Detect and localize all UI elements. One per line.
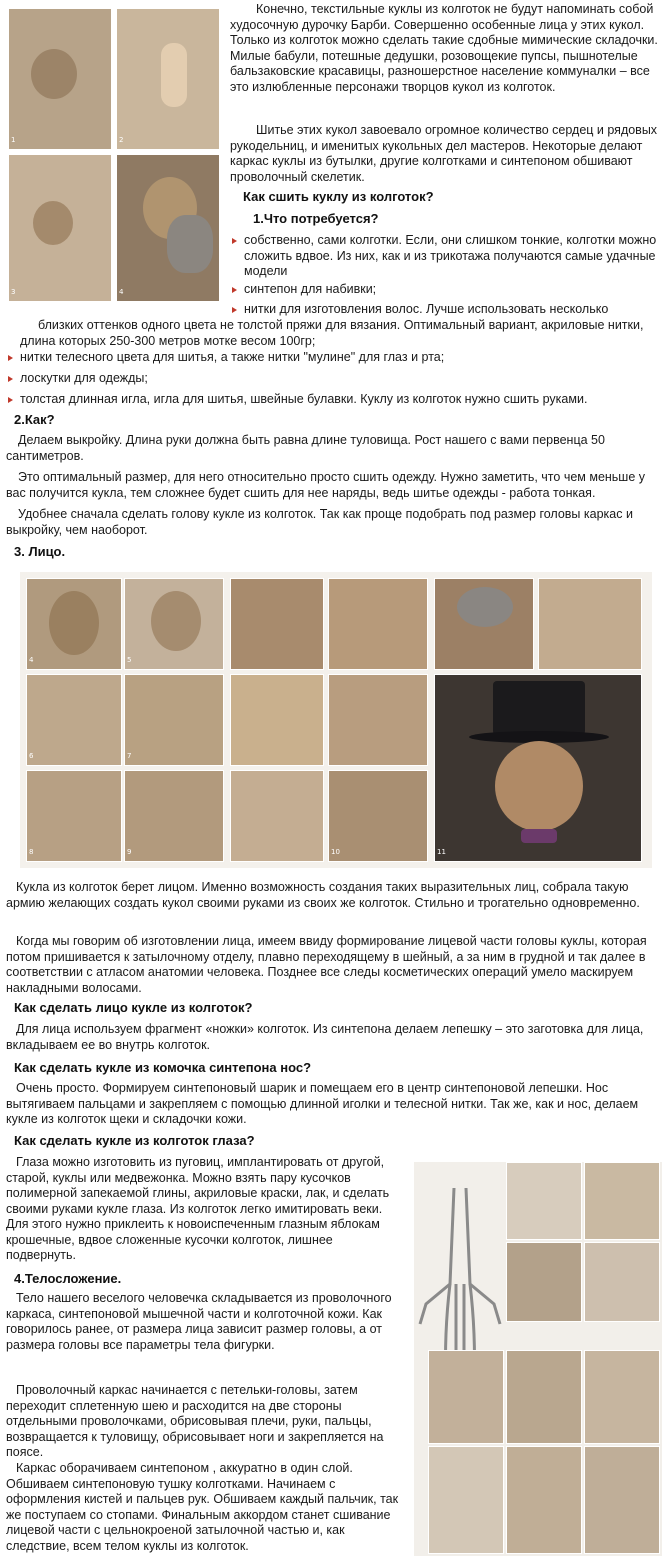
doll-head-shape — [33, 201, 73, 245]
bullet-icon — [8, 397, 13, 403]
face-photo-7 — [26, 674, 122, 766]
step-photo-1 — [8, 8, 112, 150]
body-photo-3 — [506, 1242, 582, 1322]
bullet-icon — [232, 307, 237, 313]
body-photo-6 — [506, 1350, 582, 1444]
intro-paragraph-2: Шитье этих кукол завоевало огромное количество сердец и рядовых рукодельниц, и именитых кукольных дел мастеров. Некоторые делают каркас куклы из бутылки, другие колготками и синтепоном обшивают проволочный скелетик. — [230, 123, 658, 184]
nose-paragraph: Очень просто. Формируем синтепоновый шарик и помещаем его в центр синтепоновой лепешки. Нос вытягиваем пальцами и закрепляем с помощью длинной иголки и телесной нитки. Так же, как и нос, делаем кукле из колготок щеки и складочки кожи. — [6, 1081, 639, 1126]
body-photo-1 — [506, 1162, 582, 1240]
bow-tie-shape — [521, 829, 557, 843]
face-photo-13 — [230, 770, 324, 862]
needs-item-4: нитки телесного цвета для шитья, а также нитки "мулине" для глаз и рта; — [20, 350, 445, 364]
hand-shape — [161, 43, 187, 107]
body-heading: 4.Телосложение. — [14, 1271, 122, 1286]
body-photo-5 — [428, 1350, 504, 1444]
top-hat-shape — [493, 681, 585, 735]
needs-item-3: нитки для изготовления волос. Лучше использовать несколько — [244, 302, 609, 316]
how-paragraph-1: Делаем выкройку. Длина руки должна быть равна длине туловища. Рост нашего с вами первенца 50 сантиметров. — [6, 433, 605, 463]
hair-shape — [457, 587, 513, 627]
nose-heading: Как сделать кукле из комочка синтепона нос? — [14, 1060, 312, 1075]
how-heading: 2.Как? — [14, 412, 55, 427]
photo-number: 8 — [29, 847, 34, 856]
body-photo-2 — [584, 1162, 660, 1240]
face-photo-3 — [230, 578, 324, 670]
photo-number: 3 — [11, 287, 16, 296]
face-photo-10 — [328, 674, 428, 766]
face-paragraph-2: Когда мы говорим об изготовлении лица, имеем ввиду формирование лицевой части головы куклы, которая потом пришивается к затылочному отделу, плавно переходящему в шейный, а за ним в грудной и так далее в соответствии с атласом анатомии человека. Позднее все следы косметических операций умело маскируем накладными волосами. — [6, 934, 647, 995]
face-howto-paragraph: Для лица используем фрагмент «ножки» колготок. Из синтепона делаем лепешку – это заготовка для лица, вкладываем ее во внутрь колготок. — [6, 1022, 644, 1052]
needs-heading: 1.Что потребуется? — [253, 211, 379, 226]
body-photo-9 — [506, 1446, 582, 1554]
intro-paragraph-1: Конечно, текстильные куклы из колготок не будут напоминать собой худосочную дурочку Барби. Совершенно особенные лица у этих кукол. Только из колготок можно сделать такие сдобные мимические складочки. Милые бабули, потешные дедушки, розовощекие пупсы, пышнотелые бальзаковские красавицы, разношерстное население коммуналки – все это излюбленные персонажи творцов кукол из колготок. — [230, 2, 658, 94]
face-photo-11 — [26, 770, 122, 862]
eyes-heading: Как сделать кукле из колготок глаза? — [14, 1133, 255, 1148]
face-photo-panel — [20, 572, 652, 868]
photo-number: 5 — [127, 655, 132, 664]
hair-shape — [167, 215, 213, 273]
photo-number: 4 — [119, 287, 124, 296]
photo-number: 4 — [29, 655, 34, 664]
face-photo-2 — [124, 578, 224, 670]
bullet-icon — [8, 376, 13, 382]
main-heading: Как сшить куклу из колготок? — [243, 189, 434, 204]
needs-item-3-continued: близких оттенков одного цвета не толстой пряжи для вязания. Оптимальный вариант, акриловые нитки, длина которых 250-300 метров мотке весом 100гр; — [20, 318, 644, 348]
photo-number: 2 — [119, 135, 124, 144]
finished-doll-photo — [434, 674, 642, 862]
body-photo-8 — [428, 1446, 504, 1554]
step-photo-2 — [116, 8, 220, 150]
face-photo-4 — [328, 578, 428, 670]
body-paragraph-2: Проволочный каркас начинается с петельки-головы, затем переходит сплетенную шею и расходится на две стороны отдельными проволочками, обрисовывая плечи, руки, пальцы, возвращается к туловищу, обрисовывает ноги и закрепляется на поясе. — [6, 1383, 384, 1459]
face-photo-14 — [328, 770, 428, 862]
bullet-icon — [8, 355, 13, 361]
needs-item-2: синтепон для набивки; — [244, 282, 377, 296]
face-photo-8 — [124, 674, 224, 766]
photo-number: 10 — [331, 847, 340, 856]
face-howto-heading: Как сделать лицо кукле из колготок? — [14, 1000, 253, 1015]
eyes-paragraph: Глаза можно изготовить из пуговиц, имплантировать от другой, старой, куклы или медвежонка. Можно взять пару кусочков полимерной запекаемой глины, акриловые краски, лак, и сделать своими руками кукле глаза. Из колготок легко имитировать веки. Для этого нужно приклеить к новоиспеченным глазным яблокам крошечные, вдвое сложенные кусочки колготок, лишнее подвернуть. — [6, 1155, 390, 1262]
face-photo-6 — [538, 578, 642, 670]
doll-face-shape — [495, 741, 583, 831]
photo-number: 6 — [29, 751, 34, 760]
needs-item-6: толстая длинная игла, игла для шитья, швейные булавки. Куклу из колготок нужно сшить руками. — [20, 392, 588, 406]
body-photo-panel — [414, 1162, 662, 1556]
step-photo-4 — [116, 154, 220, 302]
body-paragraph-1: Тело нашего веселого человечка складывается из проволочного каркаса, синтепоновой мышечной части и колготочной кожи. Как говорилось ранее, от размера лица зависит размер головы, а от размера головы все параметры тела фигурки. — [6, 1291, 392, 1352]
face-photo-5 — [434, 578, 534, 670]
face-photo-1 — [26, 578, 122, 670]
body-photo-4 — [584, 1242, 660, 1322]
bullet-icon — [232, 287, 237, 293]
face-paragraph-1: Кукла из колготок берет лицом. Именно возможность создания таких выразительных лиц, собрала такую армию желающих создать кукол своими руками из своих же колготок. Стильно и трогательно одновременно. — [6, 880, 640, 910]
needs-item-1: собственно, сами колготки. Если, они слишком тонкие, колготки можно сложить вдвое. Из них, как и из трикотажа получаются самые удачные модели — [244, 233, 657, 278]
bullet-icon — [232, 238, 237, 244]
needs-item-5: лоскутки для одежды; — [20, 371, 148, 385]
photo-number: 1 — [11, 135, 16, 144]
doll-head-shape — [31, 49, 77, 99]
face-photo-9 — [230, 674, 324, 766]
face-heading: 3. Лицо. — [14, 544, 66, 559]
body-photo-7 — [584, 1350, 660, 1444]
how-paragraph-2: Это оптимальный размер, для него относительно просто сшить одежду. Нужно заметить, что чем меньше у вас получится кукла, тем сложнее будет сшить для нее наряды, ведь шитье одежды - работа тонкая. — [6, 470, 646, 500]
doll-head-shape — [49, 591, 99, 655]
photo-number: 9 — [127, 847, 132, 856]
doll-head-shape — [151, 591, 201, 651]
body-paragraph-3: Каркас оборачиваем синтепоном , аккуратно в один слой. Обшиваем синтепоновую тушку колготками. Начинаем с оформления кистей и пальцев рук. Обшиваем каждый пальчик, так же поступаем со стопами. Финальным аккордом станет сшивание лицевой части с цельнокроеной затылочной частью и, как следствие, всем телом куклы из колготок. — [6, 1461, 399, 1553]
photo-number: 11 — [437, 847, 446, 856]
body-photo-10 — [584, 1446, 660, 1554]
face-photo-12 — [124, 770, 224, 862]
how-paragraph-3: Удобнее сначала сделать голову кукле из колготок. Так как проще подобрать под размер головы каркас и выкройку, чем наоборот. — [6, 507, 633, 537]
photo-number: 7 — [127, 751, 132, 760]
step-photo-3 — [8, 154, 112, 302]
